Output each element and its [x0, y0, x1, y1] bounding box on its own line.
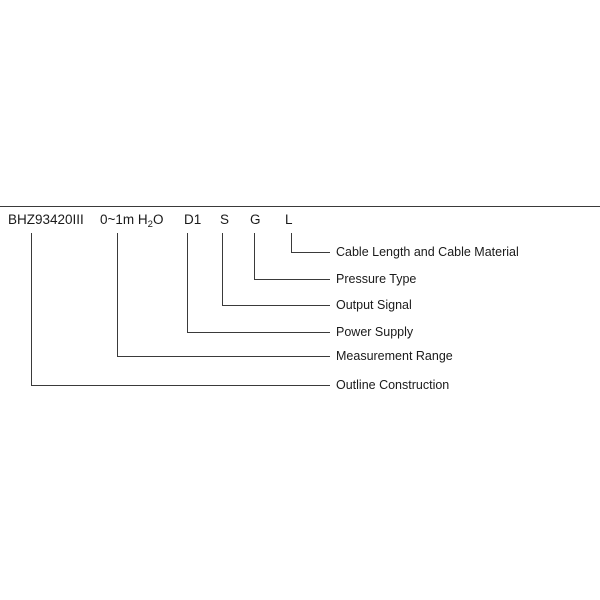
callout-output-signal-rule: [222, 305, 330, 306]
model-code-row: [0, 207, 600, 233]
measurement-range-code-sub: 2: [147, 219, 153, 230]
callout-pressure-type-rule: [254, 279, 330, 280]
callout-outline-construction-label: Outline Construction: [336, 378, 450, 392]
output-signal-code: S: [220, 212, 230, 227]
measurement-range-code-tail: O: [152, 212, 164, 227]
callout-outline-construction-stem: [31, 233, 32, 385]
callout-outline-construction-rule: [31, 385, 330, 386]
callout-pressure-type-label: Pressure Type: [336, 272, 417, 286]
callout-cable-length-rule: [291, 252, 330, 253]
pressure-type-code: G: [250, 212, 261, 227]
callout-measurement-range-label: Measurement Range: [336, 349, 453, 363]
callout-output-signal-label: Output Signal: [336, 298, 412, 312]
measurement-range-code: [100, 207, 163, 233]
callout-power-supply-stem: [187, 233, 188, 332]
callout-power-supply-label: Power Supply: [336, 325, 414, 339]
measurement-range-code-main: 0~1m H: [100, 212, 148, 227]
callout-measurement-range-stem: [117, 233, 118, 356]
callout-cable-length-stem: [291, 233, 292, 252]
power-supply-code: D1: [184, 212, 202, 227]
callout-cable-length-label: Cable Length and Cable Material: [336, 245, 519, 259]
callout-measurement-range-rule: [117, 356, 330, 357]
cable-length-code: L: [285, 212, 293, 227]
callout-pressure-type-stem: [254, 233, 255, 279]
callout-power-supply-rule: [187, 332, 330, 333]
outline-construction-code: BHZ93420III: [8, 212, 84, 227]
callout-output-signal-stem: [222, 233, 223, 305]
